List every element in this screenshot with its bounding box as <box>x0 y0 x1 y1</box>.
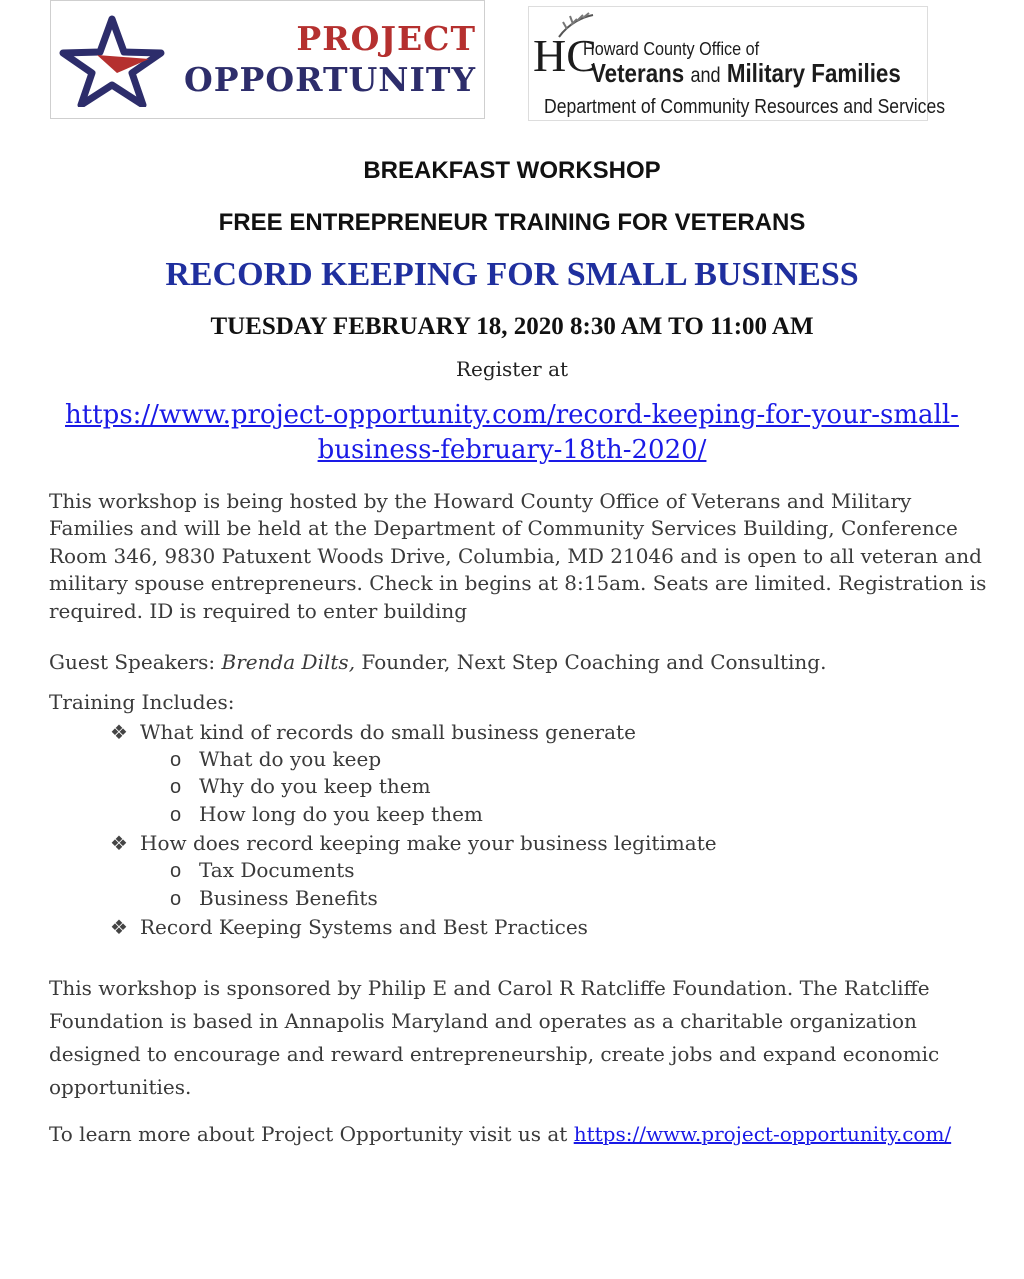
heading-free-training: FREE ENTREPRENEUR TRAINING FOR VETERANS <box>218 209 806 236</box>
list-item: ❖ Record Keeping Systems and Best Practices <box>110 915 588 939</box>
list-item: ❖ What kind of records do small business generate <box>110 720 636 744</box>
training-label: Training Includes: <box>49 690 235 714</box>
list-item: ❖ How does record keeping make your business legitimate <box>110 831 717 855</box>
website-link[interactable]: https://www.project-opportunity.com/ <box>573 1122 952 1146</box>
event-date: TUESDAY FEBRUARY 18, 2020 8:30 AM TO 11:00 AM <box>210 313 814 340</box>
diamond-bullet-icon: ❖ <box>110 720 128 744</box>
sponsor-paragraph: This workshop is sponsored by Philip E and Carol R Ratcliffe Foundation. The Ratcliffe Foundation is based in Annapolis Maryland and operates as a charitable organization designed to encourage and reward entrepreneurship, create jobs and expand economic opportunities. <box>49 976 940 1099</box>
register-label: Register at <box>455 357 569 381</box>
register-link[interactable]: https://www.project-opportunity.com/record-keeping-for-your-small-business-february-18th-2020/ <box>65 400 959 465</box>
hc-line-veterans <box>591 58 901 89</box>
learn-more-line <box>49 1121 989 1148</box>
circle-bullet-icon: o <box>170 860 182 882</box>
guest-label: Guest Speakers: <box>49 650 216 674</box>
diamond-bullet-icon: ❖ <box>110 831 128 855</box>
circle-bullet-icon: o <box>170 749 182 771</box>
list-subitem: o Business Benefits <box>170 886 378 910</box>
circle-bullet-icon: o <box>170 804 182 826</box>
hc-line-office: Howard County Office of <box>583 39 760 59</box>
hc-veterans: Veterans <box>591 58 685 88</box>
star-logo-icon <box>57 15 167 107</box>
circle-bullet-icon: o <box>170 888 182 910</box>
list-subitem: o Why do you keep them <box>170 774 431 798</box>
list-subitem: o What do you keep <box>170 747 382 771</box>
project-opportunity-logo <box>50 0 485 119</box>
hc-and: and <box>690 64 721 87</box>
diamond-bullet-icon: ❖ <box>110 915 128 939</box>
guest-name: Brenda Dilts, <box>221 650 356 674</box>
hc-military-families: Military Families <box>726 58 901 88</box>
howard-county-logo <box>528 6 946 121</box>
circle-bullet-icon: o <box>170 776 182 798</box>
page-title: RECORD KEEPING FOR SMALL BUSINESS <box>165 256 859 293</box>
hc-line-department: Department of Community Resources and Services <box>544 96 946 118</box>
list-subitem: o Tax Documents <box>170 858 355 882</box>
learn-more-text: To learn more about Project Opportunity visit us at <box>49 1122 568 1146</box>
logo-word-project: PROJECT <box>296 19 476 58</box>
hc-mark-h: HC <box>533 30 597 81</box>
guest-role: Founder, Next Step Coaching and Consulting. <box>361 650 827 674</box>
heading-breakfast-workshop: BREAKFAST WORKSHOP <box>363 157 661 184</box>
guest-speakers <box>49 649 989 676</box>
intro-paragraph: This workshop is being hosted by the Howard County Office of Veterans and Military Families and will be held at the Department of Community Services Building, Conference Room 346, 9830 Patuxent Woods Drive, Columbia, MD 21046 and is open to all veteran and military spouse entrepreneurs. Check in begins at 8:15am. Seats are limited. Registration is required. ID is required to enter building <box>49 489 987 623</box>
logo-word-opportunity: OPPORTUNITY <box>183 60 476 99</box>
list-subitem: o How long do you keep them <box>170 802 483 826</box>
